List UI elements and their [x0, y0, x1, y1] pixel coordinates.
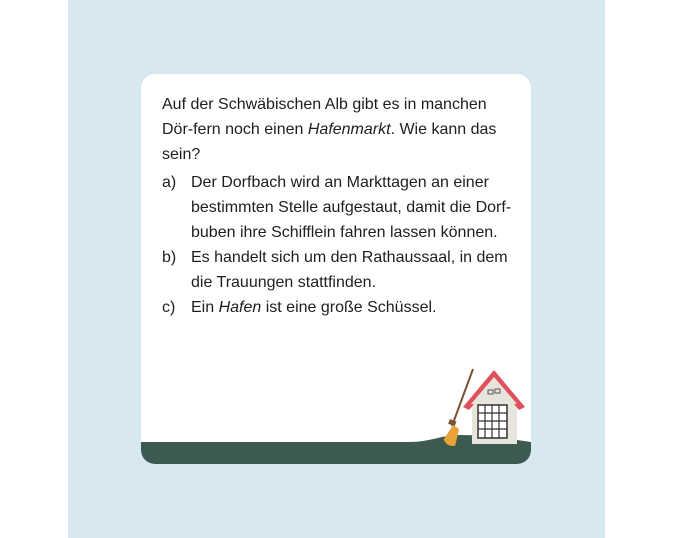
- option-text: Es handelt sich um den Rathaussaal, in dem die Trauungen stattfinden.: [191, 249, 508, 291]
- quiz-card: [141, 74, 531, 464]
- option-letter: c): [162, 299, 176, 316]
- question-emphasis: Hafenmarkt: [307, 121, 391, 138]
- village-illustration: [141, 74, 531, 464]
- question-part1: Auf der Schwäbischen Alb gibt es in manchen Dör-fern noch einen: [162, 96, 487, 138]
- option-text-before: Ein: [191, 299, 219, 316]
- house-icon: [463, 370, 525, 444]
- option-text: Der Dorfbach wird an Markttagen an einer bestimmten Stelle aufgestaut, damit die Dorf-buben ihre Schifflein fahren lassen können.: [191, 174, 512, 241]
- question-part2: . Wie kann das sein?: [162, 121, 497, 163]
- option-text-after: ist eine große Schüssel.: [261, 299, 437, 316]
- option-letter: b): [162, 249, 177, 266]
- option-letter: a): [162, 174, 177, 191]
- option-emphasis: Hafen: [218, 299, 262, 316]
